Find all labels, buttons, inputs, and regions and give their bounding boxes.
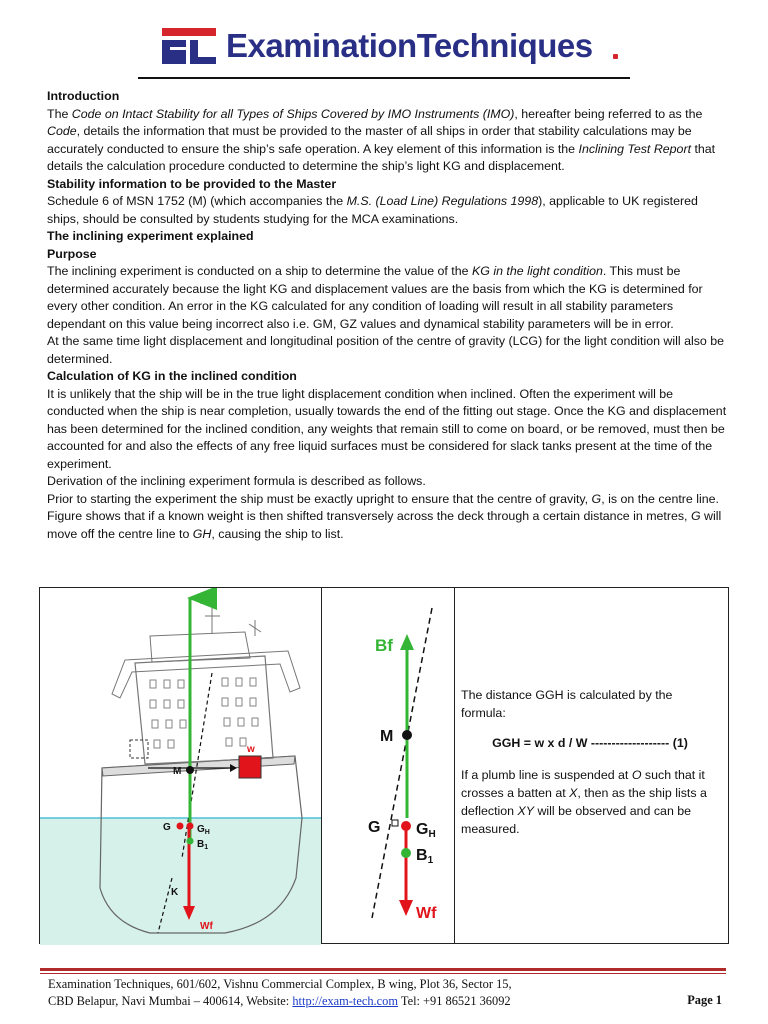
purpose-paragraph-2: At the same time light displacement and longitudinal position of the centre of gravity (LCG) for the light condition will also be determined. [47, 334, 725, 366]
mid-m-label: M [380, 728, 394, 745]
left-g-label: G [163, 822, 171, 833]
footer-rule [40, 968, 726, 971]
footer-address-line2: CBD Belapur, Navi Mumbai – 400614, Website: http://exam-tech.com Tel: +91 86521 36092 [48, 994, 511, 1008]
mid-gh-label: GH [416, 821, 436, 840]
heading-purpose: Purpose [47, 246, 97, 261]
brand-dot [613, 54, 618, 59]
header-rule [138, 77, 630, 79]
purpose-paragraph: The inclining experiment is conducted on a ship to determine the value of the KG in the light condition. This must be determined accurately because the light KG and displacement values are the basis from which the KG is determined for every other condition. An error in the KG calculated for any condition of loading will result in all stability parameters dependant on this value being incorrect also i.e. GM, GZ values and dynamical stability parameters will be in error. [47, 264, 703, 331]
footer-rule-thin [40, 973, 726, 974]
formula: GGH = w x d / W ------------------- (1) [492, 736, 688, 750]
ship-diagram [40, 588, 321, 945]
mid-bf-label: Bf [375, 636, 393, 655]
heading-calculation: Calculation of KG in the inclined condition [47, 369, 297, 383]
stability-paragraph: Schedule 6 of MSN 1752 (M) (which accompanies the M.S. (Load Line) Regulations 1998), applicable to UK registered ships, should be consulted by students studying for the MCA examinations. [47, 194, 698, 226]
mid-wf-label: Wf [416, 905, 437, 922]
left-m-label: M [173, 766, 182, 777]
brand-name: ExaminationTechniques [226, 27, 593, 64]
upright-paragraph: Prior to starting the experiment the ship must be exactly upright to ensure that the centre of gravity, G, is on the centre line. Figure shows that if a known weight is then shifted transversely across the deck through a certain distance in metres, G will move off the centre line to GH, causing the ship to list. [47, 491, 722, 541]
figure-box [39, 587, 729, 944]
calculation-paragraph: It is unlikely that the ship will be in the true light displacement condition when inclined. Often the experiment will be conducted when the ship is near completion, usually towards the end of the fitting out stage. Once the KG and displacement has been determined for the inclined condition, any weights that remain still to come on board, or be removed, must then be accounted for and also the effects of any free liquid surfaces must be considered for slack tanks present at the time of the experiment. [47, 386, 727, 471]
left-gh-label: $G_H$ [197, 824, 210, 836]
footer [48, 976, 728, 1010]
website-link[interactable]: http://exam-tech.com [292, 994, 398, 1008]
mid-b1-label: B1 [416, 847, 434, 866]
plumb-line-text: If a plumb line is suspended at O such that it crosses a batten at X, then as the ship lists a deflection XY will be observed and can be measured. [461, 768, 707, 836]
left-k-label: K [171, 887, 179, 898]
heading-introduction: Introduction [47, 89, 120, 103]
force-diagram [322, 588, 454, 945]
left-bf-label: Bf [200, 596, 211, 607]
header [0, 0, 768, 80]
figure-explanation [461, 686, 719, 838]
intro-paragraph: The Code on Intact Stability for all Types of Ships Covered by IMO Instruments (IMO), hereafter being referred to as the Code, details the information that must be provided to the master of all ships in order that stability calculations may be accurately conducted to ensure the ship’s safe operation. A key element of this information is the Inclining Test Report that details the calculation procedure conducted to determine the ship’s light KG and displacement. [47, 106, 716, 173]
heading-stability-info: Stability information to be provided to the Master [47, 176, 337, 191]
left-w-label: w [247, 744, 255, 755]
document-body [47, 88, 727, 543]
company-logo-icon [160, 26, 218, 66]
footer-address-line1: Examination Techniques, 601/602, Vishnu Commercial Complex, B wing, Plot 36, Sector 15, [48, 977, 512, 991]
page-number: Page 1 [687, 993, 722, 1007]
heading-inclining-explained: The inclining experiment explained [47, 229, 254, 243]
left-wf-label: Wf [200, 921, 213, 932]
formula-intro: The distance GGH is calculated by the formula: [461, 688, 673, 720]
left-b1-label: $B_1$ [197, 839, 209, 851]
mid-g-label: G [368, 819, 381, 836]
derivation-paragraph: Derivation of the inclining experiment formula is described as follows. [47, 474, 426, 488]
figure-divider-2 [454, 588, 455, 943]
